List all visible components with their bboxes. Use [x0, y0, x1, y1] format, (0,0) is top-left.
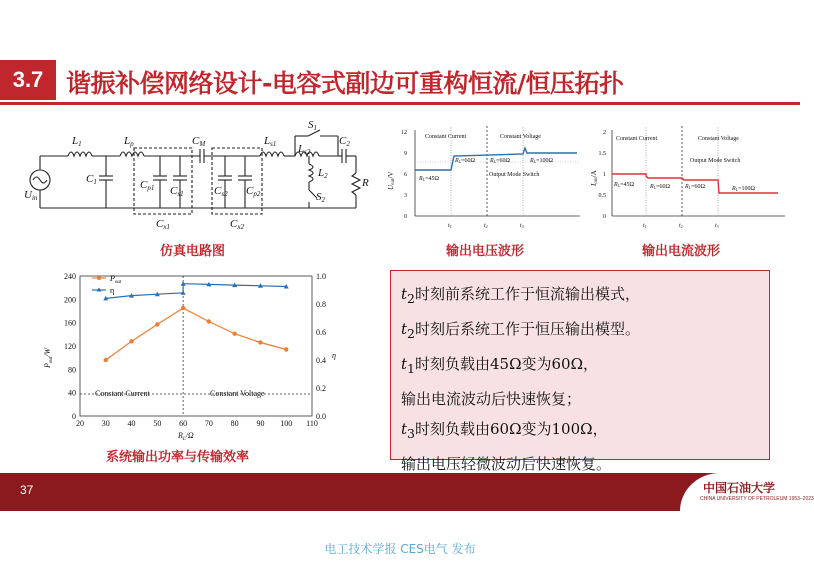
pout-point — [104, 358, 108, 362]
label-cs2: Cs2 — [214, 185, 228, 198]
circuit-diagram — [20, 118, 370, 233]
page-number: 37 — [20, 483, 34, 497]
y-right-tick: 0.6 — [316, 328, 326, 337]
voltage-caption: 输出电压波形 — [446, 244, 525, 259]
y-right-tick: 1.0 — [316, 272, 326, 281]
vtick-3: 3 — [404, 193, 407, 199]
region-cv-label: Constant Voltage — [210, 389, 265, 398]
itick-1: 1 — [603, 172, 606, 178]
x-tick: 80 — [230, 419, 239, 428]
x-tick: 20 — [76, 419, 84, 428]
current-waveform — [590, 118, 790, 233]
pout-point — [207, 319, 211, 323]
label-s2: S2 — [316, 191, 325, 204]
current-cv-label: Constant Voltage — [698, 136, 739, 142]
chart-ylabel-right: η — [332, 351, 336, 360]
power-efficiency-chart — [40, 268, 340, 440]
current-t1: t1 — [643, 223, 647, 229]
current-caption: 输出电流波形 — [642, 244, 721, 259]
logo-text: 中国石油大学 — [703, 481, 776, 495]
x-tick: 50 — [153, 419, 162, 428]
current-ylabel: Iout/A — [590, 170, 599, 186]
summary-line-2: $t_2$时刻后系统工作于恒压输出模型。 — [401, 320, 640, 341]
label-s1: S1 — [308, 119, 317, 132]
label-cm: CM — [192, 135, 206, 148]
voltage-load-3: RL=60Ω — [490, 158, 510, 164]
pout-point — [232, 332, 236, 336]
current-load-4: RL=100Ω — [732, 186, 755, 192]
series-line-pout — [106, 308, 286, 360]
y-left-tick: 160 — [64, 318, 76, 328]
y-right-tick: 0.8 — [316, 300, 326, 309]
label-cx2: Cx2 — [230, 218, 244, 231]
x-tick: 90 — [256, 419, 265, 428]
x-tick: 100 — [280, 419, 293, 428]
voltage-switch-note: Output Mode Switch — [489, 172, 540, 178]
current-load-3: RL=60Ω — [685, 184, 705, 190]
slide-title: 谐振补偿网络设计-电容式副边可重构恒流/恒压拓扑 — [66, 69, 624, 98]
summary-line-4: 输出电流波动后快速恢复； — [401, 390, 582, 408]
pout-point — [129, 339, 133, 343]
pout-point — [181, 306, 185, 310]
label-cx1: Cx1 — [156, 218, 170, 231]
voltage-load-1: RL=45Ω — [419, 176, 439, 182]
publisher-credit: 电工技术学报 CES电气 发布 — [324, 542, 476, 556]
label-cp2: Cp2 — [246, 185, 261, 198]
title-bar — [0, 60, 800, 100]
label-l1: L1 — [72, 135, 82, 148]
y-left-tick: 80 — [68, 365, 76, 375]
voltage-t3: t3 — [520, 223, 524, 229]
summary-line-1: $t_2$时刻前系统工作于恒流输出模式， — [401, 285, 640, 306]
vtick-12: 12 — [401, 130, 407, 136]
x-tick: 70 — [204, 419, 213, 428]
label-lp: Lp — [124, 135, 134, 148]
x-tick: 30 — [101, 419, 110, 428]
vtick-9: 9 — [404, 151, 407, 157]
summary-line-5: $t_3$时刻负载由60Ω变为100Ω， — [401, 420, 608, 441]
current-load-1: RL=45Ω — [614, 182, 634, 188]
voltage-cc-label: Constant Current — [425, 134, 467, 140]
current-t2: t2 — [679, 223, 683, 229]
region-cc-label: Constant Current — [95, 389, 150, 398]
voltage-ylabel: Uout/V — [387, 171, 396, 190]
section-number: 3.7 — [0, 60, 56, 100]
y-left-tick: 0 — [72, 412, 76, 421]
voltage-t1: t1 — [448, 223, 452, 229]
footer-bar — [0, 473, 814, 511]
label-r: R — [362, 177, 369, 189]
current-load-2: RL=60Ω — [650, 184, 670, 190]
voltage-cv-label: Constant Voltage — [500, 134, 541, 140]
pout-point — [155, 322, 159, 326]
current-t3: t3 — [715, 223, 719, 229]
label-cs1: Cs1 — [170, 185, 184, 198]
y-left-tick: 120 — [64, 342, 76, 351]
label-ls1: Ls1 — [264, 135, 277, 148]
vtick-6: 6 — [404, 172, 407, 178]
pout-point — [284, 347, 288, 351]
summary-box — [390, 270, 770, 473]
y-left-tick: 40 — [68, 388, 76, 398]
voltage-load-2: RL=60Ω — [455, 158, 475, 164]
itick-0-5: 0.5 — [598, 193, 606, 199]
summary-line-3: $t_1$时刻负载由45Ω变为60Ω， — [401, 355, 599, 376]
x-tick: 40 — [127, 419, 136, 428]
logo-subtext: CHINA UNIVERSITY OF PETROLEUM 1953–2023 — [700, 496, 814, 502]
label-cp1: Cp1 — [140, 179, 155, 192]
itick-2: 2 — [603, 130, 606, 136]
chart-ylabel-left: $P_{out}/W$ — [43, 347, 54, 368]
chart-legend — [92, 274, 122, 295]
itick-0: 0 — [603, 214, 606, 220]
voltage-waveform — [385, 118, 585, 233]
label-l2: L2 — [318, 167, 328, 180]
label-c1: C1 — [86, 173, 97, 186]
title-underline — [0, 102, 800, 105]
y-right-tick: 0.4 — [316, 356, 326, 365]
chart-xlabel: $R_L/\Omega$ — [178, 431, 194, 442]
y-left-tick: 240 — [64, 272, 76, 281]
itick-1-5: 1.5 — [598, 151, 606, 157]
circuit-caption: 仿真电路图 — [160, 244, 226, 259]
label-ls2: Ls2 — [298, 143, 311, 156]
label-uin: Uin — [24, 189, 38, 202]
y-right-tick: 0.2 — [316, 384, 326, 393]
current-switch-note: Output Mode Switch — [690, 158, 741, 164]
vtick-0: 0 — [404, 214, 407, 220]
legend-pout: $P_{out}$ — [110, 274, 122, 285]
voltage-load-4: RL=100Ω — [530, 158, 553, 164]
x-tick: 60 — [179, 419, 188, 428]
summary-line-6: 输出电压轻微波动后快速恢复。 — [401, 455, 612, 473]
label-c2: C2 — [339, 135, 350, 148]
current-cc-label: Constant Current — [616, 136, 658, 142]
chart-caption: 系统输出功率与传输效率 — [106, 450, 250, 465]
pout-point — [258, 340, 262, 344]
legend-eta: η — [110, 286, 115, 295]
voltage-t2: t2 — [484, 223, 488, 229]
y-right-tick: 0.0 — [316, 412, 326, 421]
y-left-tick: 200 — [64, 295, 76, 305]
x-tick: 110 — [306, 419, 318, 428]
